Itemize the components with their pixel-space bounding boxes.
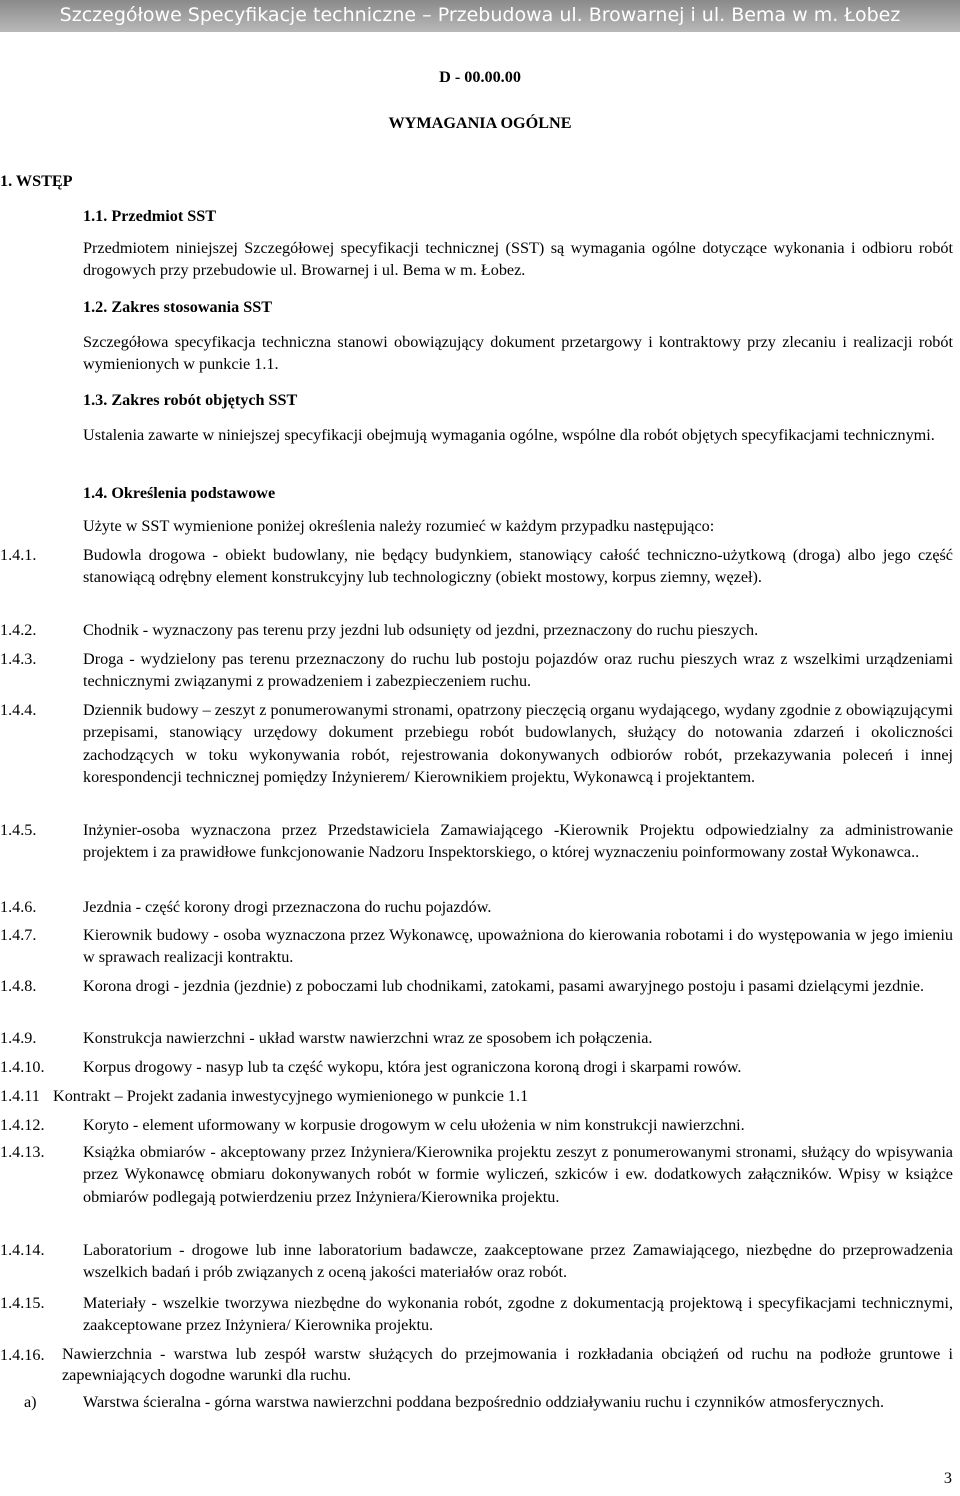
document-code: D - 00.00.00 <box>439 68 521 86</box>
definition-number: 1.4.10. <box>0 1058 45 1076</box>
definition-number: a) <box>24 1393 37 1411</box>
definition-item <box>0 1141 953 1208</box>
document-header-banner: Szczegółowe Specyfikacje techniczne – Przebudowa ul. Browarnej i ul. Bema w m. Łobez <box>0 0 960 32</box>
heading-1-1: 1.1. Przedmiot SST <box>83 207 217 225</box>
definition-item <box>0 1027 953 1049</box>
definition-text: Materiały - wszelkie tworzywa niezbędne do wykonania robót, zgodne z dokumentacją projektową i specyfikacjami technicznymi, zaakceptowane przez Inżyniera/ Kierownika projektu. <box>83 1294 953 1335</box>
definition-item <box>0 619 953 641</box>
definition-text: Korpus drogowy - nasyp lub ta część wykopu, która jest ograniczona koroną drogi i skarpami rowów. <box>83 1058 742 1076</box>
definition-number: 1.4.7. <box>0 926 37 944</box>
definition-item <box>0 1056 953 1078</box>
definition-item <box>0 819 953 864</box>
definition-text: Warstwa ścieralna - górna warstwa nawierzchni poddana bezpośrednio oddziaływaniu ruchu i czynników atmosferycznych. <box>83 1393 885 1411</box>
section-heading-wstep: 1. WSTĘP <box>0 172 73 190</box>
heading-1-4: 1.4. Określenia podstawowe <box>83 484 276 502</box>
definition-number: 1.4.1. <box>0 546 37 564</box>
definition-text: Droga - wydzielony pas terenu przeznaczony do ruchu lub postoju pojazdów oraz ruchu pieszych wraz z wszelkimi urządzeniami technicznymi związanymi z prowadzeniem i zabezpieczeniem ruchu. <box>83 650 953 691</box>
definition-item <box>0 1344 953 1386</box>
paragraph-1-4-intro: Użyte w SST wymienione poniżej określenia należy rozumieć w każdym przypadku następująco: <box>83 517 715 535</box>
definition-text: Książka obmiarów - akceptowany przez Inżyniera/Kierownika projektu zeszyt z ponumerowanymi stronami, służący do wpisywania przez Wykonawcę obmiaru dokonywanych robót w formie wyliczeń, szkiców i ew. dodatkowych załączników. Wpisy w książce obmiarów podlegają potwierdzeniu przez Inżyniera/Kierownika projektu. <box>83 1143 953 1206</box>
definition-number: 1.4.16. <box>0 1346 45 1364</box>
page-number: 3 <box>943 1469 952 1487</box>
definition-item <box>0 1085 953 1107</box>
heading-1-3: 1.3. Zakres robót objętych SST <box>83 391 298 409</box>
paragraph-1-1: Przedmiotem niniejszej Szczegółowej specyfikacji technicznej (SST) są wymagania ogólne dotyczące wykonania i odbioru robót drogowych przy przebudowie ul. Browarnej i ul. Bema w m. Łobez. <box>83 239 953 280</box>
definition-text: Konstrukcja nawierzchni - układ warstw nawierzchni wraz ze sposobem ich połączenia. <box>83 1029 653 1047</box>
definition-number: 1.4.11 <box>0 1087 40 1105</box>
definition-item <box>0 544 953 589</box>
paragraph-1-2: Szczegółowa specyfikacja techniczna stanowi obowiązujący dokument przetargowy i kontraktowy przy zlecaniu i realizacji robót wymienionych w punkcie 1.1. <box>83 333 953 374</box>
document-title: WYMAGANIA OGÓLNE <box>388 114 572 132</box>
definition-item <box>0 1292 953 1337</box>
definition-number: 1.4.8. <box>0 977 37 995</box>
definition-item <box>0 1391 953 1413</box>
definition-number: 1.4.12. <box>0 1116 45 1134</box>
definition-number: 1.4.15. <box>0 1294 45 1312</box>
heading-1-2: 1.2. Zakres stosowania SST <box>83 298 273 316</box>
definition-item <box>0 896 953 918</box>
definition-number: 1.4.9. <box>0 1029 37 1047</box>
definition-item <box>0 924 953 969</box>
definition-number: 1.4.14. <box>0 1241 45 1259</box>
definition-number: 1.4.2. <box>0 621 37 639</box>
paragraph-1-3: Ustalenia zawarte w niniejszej specyfikacji obejmują wymagania ogólne, wspólne dla robót objętych specyfikacjami technicznymi. <box>83 426 935 444</box>
definition-text: Kierownik budowy - osoba wyznaczona przez Wykonawcę, upoważniona do kierowania robotami i do występowania w jego imieniu w sprawach realizacji kontraktu. <box>83 926 953 967</box>
definition-number: 1.4.6. <box>0 898 37 916</box>
definition-item <box>0 1114 953 1136</box>
definition-item <box>0 975 953 997</box>
definition-text: Chodnik - wyznaczony pas terenu przy jezdni lub odsunięty od jezdni, przeznaczony do ruchu pieszych. <box>83 621 759 639</box>
definition-text: Inżynier-osoba wyznaczona przez Przedstawiciela Zamawiającego -Kierownik Projektu odpowiedzialny za administrowanie projektem i za prawidłowe funkcjonowanie Nadzoru Inspektorskiego, o której wyznaczeniu poinformowany został Wykonawca.. <box>83 821 953 862</box>
definition-text: Laboratorium - drogowe lub inne laboratorium badawcze, zaakceptowane przez Zamawiającego, niezbędne do przeprowadzenia wszelkich badań i prób związanych z oceną jakości materiałów oraz robót. <box>83 1241 953 1282</box>
definition-number: 1.4.13. <box>0 1143 45 1161</box>
definition-text: Korona drogi - jezdnia (jezdnie) z poboczami lub chodnikami, zatokami, pasami awaryjnego postoju i pasami dzielącymi jezdnie. <box>83 977 925 995</box>
definition-text: Kontrakt – Projekt zadania inwestycyjnego wymienionego w punkcie 1.1 <box>53 1087 529 1105</box>
definition-text: Jezdnia - część korony drogi przeznaczona do ruchu pojazdów. <box>83 898 492 916</box>
definition-text: Dziennik budowy – zeszyt z ponumerowanymi stronami, opatrzony pieczęcią organu wydającego, wydany zgodnie z obowiązującymi przepisami, stanowiący urzędowy dokument przebiegu robót budowlanych, służący do notowania zdarzeń i okoliczności zachodzących w toku wykonywania robót, rejestrowania dokonywanych odbiorów robót, przekazywania poleceń i innej korespondencji technicznej pomiędzy Inżynierem/ Kierownikiem projektu, Wykonawcą i projektantem. <box>83 701 953 786</box>
definition-text: Koryto - element uformowany w korpusie drogowym w celu ułożenia w nim konstrukcji nawierzchni. <box>83 1116 745 1134</box>
definition-text: Budowla drogowa - obiekt budowlany, nie będący budynkiem, stanowiący całość techniczno-użytkową (droga) albo jego część stanowiącą odrębny element konstrukcyjny lub technologiczny (obiekt mostowy, korpus ziemny, węzeł). <box>83 546 953 587</box>
definition-text: Nawierzchnia - warstwa lub zespół warstw służących do przejmowania i rozkładania obciążeń od ruchu na podłoże gruntowe i zapewniających dogodne warunki dla ruchu. <box>62 1345 953 1384</box>
definition-item <box>0 699 953 788</box>
definition-number: 1.4.3. <box>0 650 37 668</box>
definition-item <box>0 1239 953 1284</box>
definition-number: 1.4.4. <box>0 701 37 719</box>
definition-item <box>0 648 953 693</box>
definition-number: 1.4.5. <box>0 821 37 839</box>
